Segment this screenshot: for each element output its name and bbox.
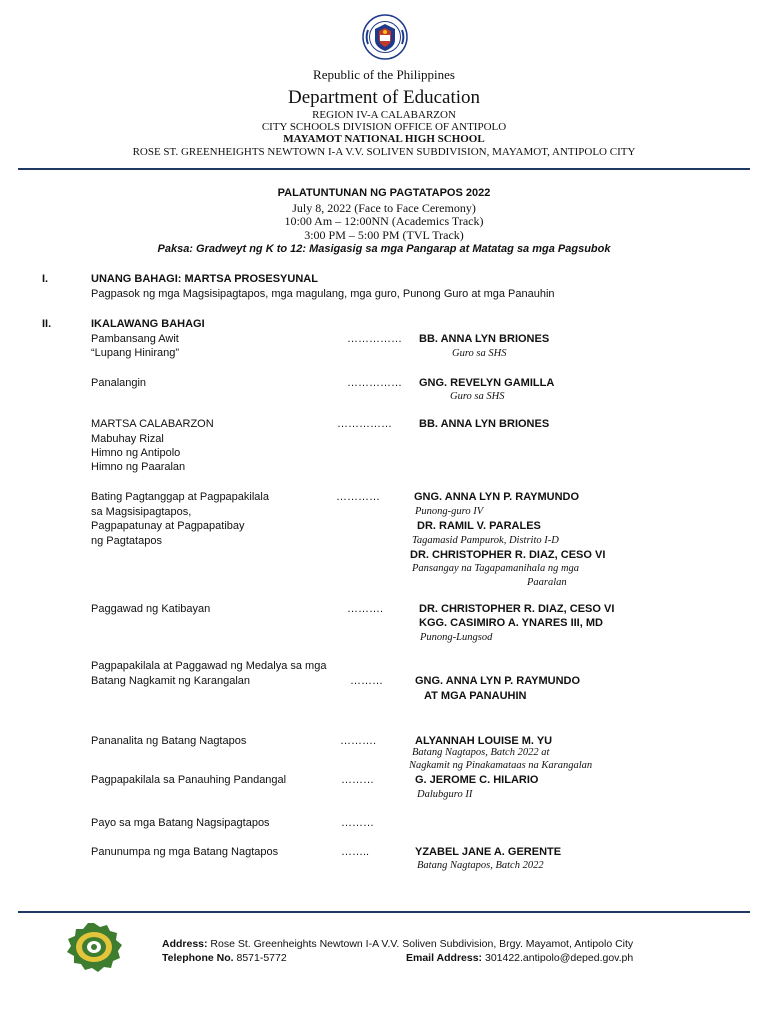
diploma-label: Paggawad ng Katibayan	[91, 603, 211, 615]
welcome-line-4: ng Pagtatapos	[91, 535, 162, 547]
department-title: Department of Education	[287, 87, 481, 108]
medal-line-2: Batang Nagkamit ng Karangalan	[91, 675, 250, 687]
welcome-line-1: Bating Pagtanggap at Pagpapakilala	[91, 491, 269, 503]
anthem-line-2: “Lupang Hinirang”	[91, 347, 180, 359]
program-theme: Paksa: Gradweyt ng K to 12: Masigasig sa mga Pangarap at Matatag sa mga Pagsubok	[157, 243, 611, 255]
prayer-dots: ……………	[347, 377, 402, 389]
medal-person-2: AT MGA PANAUHIN	[424, 690, 527, 702]
speech-role-1: Batang Nagtapos, Batch 2022 at	[412, 747, 550, 758]
oath-dots: ……..	[341, 846, 370, 858]
welcome-role-2: Tagamasid Pampurok, Distrito I-D	[412, 535, 559, 546]
program-time-academic: 10:00 Am – 12:00NN (Academics Track)	[284, 214, 484, 228]
part2-number: II.	[42, 318, 52, 330]
advice-dots: ………	[341, 817, 374, 829]
guest-label: Pagpapakilala sa Panauhing Pandangal	[91, 774, 287, 786]
school-name: MAYAMOT NATIONAL HIGH SCHOOL	[283, 133, 485, 145]
advice-label: Payo sa mga Batang Nagsipagtapos	[91, 817, 270, 829]
welcome-person-3: DR. CHRISTOPHER R. DIAZ, CESO VI	[410, 549, 606, 561]
diploma-dots: ……….	[347, 603, 384, 615]
deped-seal-icon	[362, 14, 408, 60]
footer-divider	[18, 911, 750, 913]
welcome-line-2: sa Magsisipagtapos,	[91, 506, 192, 518]
medal-dots: ………	[350, 675, 383, 687]
footer-email-value[interactable]: 301422.antipolo@deped.gov.ph	[482, 952, 634, 964]
republic-line: Republic of the Philippines	[313, 67, 455, 82]
part1-number: I.	[42, 273, 49, 285]
anthem-person: BB. ANNA LYN BRIONES	[419, 333, 550, 345]
school-logo-icon	[62, 922, 126, 972]
diploma-role: Punong-Lungsod	[420, 632, 493, 643]
speech-label: Pananalita ng Batang Nagtapos	[91, 735, 247, 747]
prayer-role: Guro sa SHS	[450, 391, 505, 402]
footer-address	[162, 938, 633, 950]
division-line: CITY SCHOOLS DIVISION OFFICE OF ANTIPOLO	[261, 121, 507, 133]
medal-person-1: GNG. ANNA LYN P. RAYMUNDO	[415, 675, 581, 687]
welcome-role-3b: Paaralan	[527, 577, 567, 588]
school-address: ROSE ST. GREENHEIGHTS NEWTOWN I-A V.V. SOLIVEN SUBDIVISION, MAYAMOT, ANTIPOLO CITY	[132, 146, 636, 158]
footer-phone	[162, 952, 287, 964]
march-line-4: Himno ng Paaralan	[91, 461, 186, 473]
anthem-dots: ……………	[347, 333, 402, 345]
oath-role: Batang Nagtapos, Batch 2022	[417, 860, 544, 871]
diploma-person-2: KGG. CASIMIRO A. YNARES III, MD	[419, 617, 603, 629]
prayer-label: Panalangin	[91, 377, 147, 389]
footer-address-label: Address:	[162, 938, 208, 950]
guest-person: G. JEROME C. HILARIO	[415, 774, 539, 786]
anthem-line-1: Pambansang Awit	[91, 333, 179, 345]
oath-person: YZABEL JANE A. GERENTE	[415, 846, 562, 858]
welcome-role-3a: Pansangay na Tagapamanihala ng mga	[412, 563, 580, 574]
part2-title: IKALAWANG BAHAGI	[91, 318, 205, 330]
part1-title: UNANG BAHAGI: MARTSA PROSESYUNAL	[91, 273, 318, 285]
guest-dots: ………	[341, 774, 374, 786]
march-line-1: MARTSA CALABARZON	[91, 418, 214, 430]
guest-role: Dalubguro II	[417, 789, 473, 800]
program-time-tvl: 3:00 PM – 5:00 PM (TVL Track)	[304, 228, 464, 242]
footer-address-value: Rose St. Greenheights Newtown I-A V.V. Soliven Subdivision, Brgy. Mayamot, Antipolo City	[207, 938, 634, 950]
region-line: REGION IV-A CALABARZON	[312, 109, 456, 121]
footer-phone-label: Telephone No.	[162, 952, 234, 964]
march-line-3: Himno ng Antipolo	[91, 447, 181, 459]
anthem-role: Guro sa SHS	[452, 348, 507, 359]
welcome-role-1: Punong-guro IV	[415, 506, 484, 517]
march-line-2: Mabuhay Rizal	[91, 433, 164, 445]
speech-role-2: Nagkamit ng Pinakamataas na Karangalan	[409, 760, 593, 771]
welcome-person-1: GNG. ANNA LYN P. RAYMUNDO	[414, 491, 580, 503]
medal-line-1: Pagpapakilala at Paggawad ng Medalya sa mga	[91, 660, 327, 672]
footer-email-label: Email Address:	[406, 952, 483, 964]
speech-person: ALYANNAH LOUISE M. YU	[415, 735, 553, 747]
footer-email	[406, 952, 633, 964]
program-date: July 8, 2022 (Face to Face Ceremony)	[292, 201, 476, 215]
program-title: PALATUNTUNAN NG PAGTATAPOS 2022	[277, 187, 491, 199]
march-person: BB. ANNA LYN BRIONES	[419, 418, 550, 430]
speech-dots: ……….	[340, 735, 377, 747]
march-dots: ……………	[337, 418, 392, 430]
part1-description: Pagpasok ng mga Magsisipagtapos, mga magulang, mga guro, Punong Guro at mga Panauhin	[91, 288, 555, 300]
footer-phone-value: 8571-5772	[233, 952, 287, 964]
header-divider	[18, 168, 750, 170]
welcome-person-2: DR. RAMIL V. PARALES	[417, 520, 541, 532]
prayer-person: GNG. REVELYN GAMILLA	[419, 377, 555, 389]
oath-label: Panunumpa ng mga Batang Nagtapos	[91, 846, 279, 858]
diploma-person-1: DR. CHRISTOPHER R. DIAZ, CESO VI	[419, 603, 615, 615]
welcome-dots: …………	[336, 491, 380, 503]
welcome-line-3: Pagpapatunay at Pagpapatibay	[91, 520, 245, 532]
